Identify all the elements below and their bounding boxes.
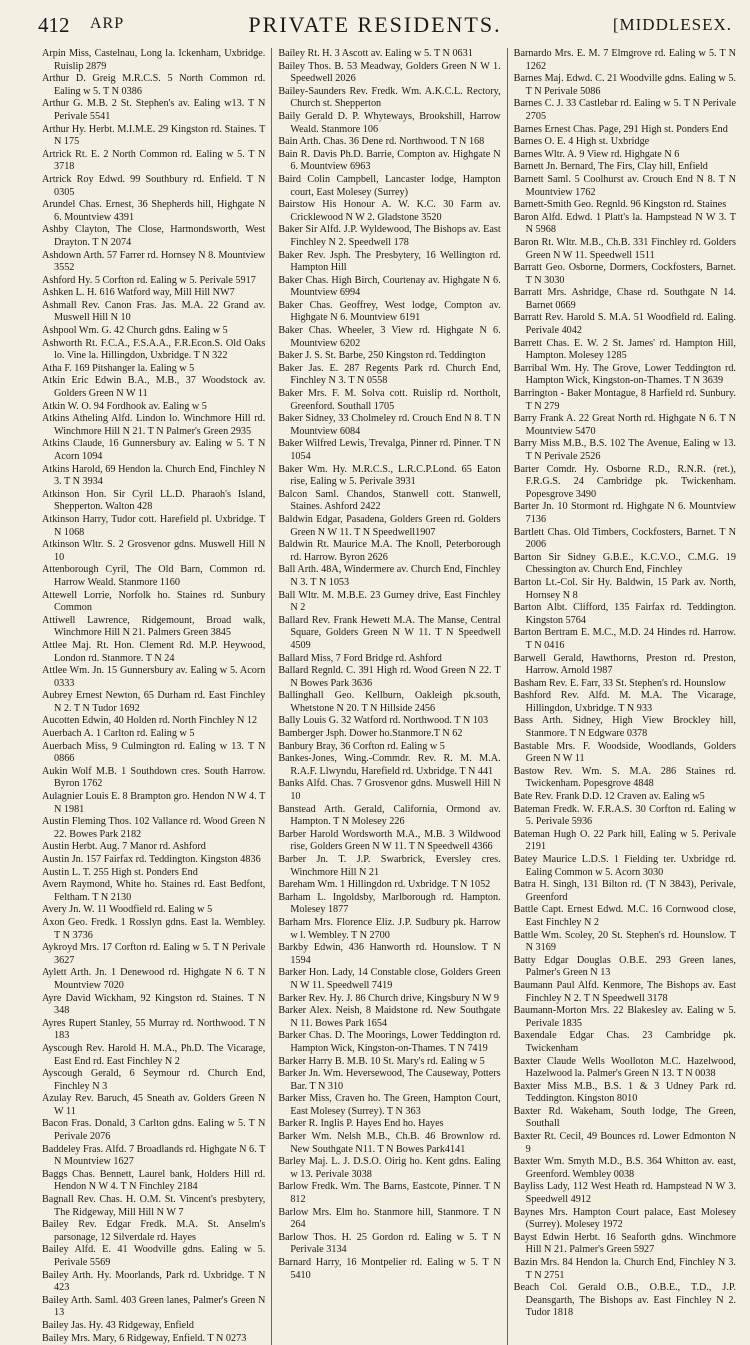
resident-entry: Bastable Mrs. F. Woodside, Woodlands, Golders Green N W 11	[513, 740, 736, 765]
resident-entry: Attiwell Lawrence, Ridgemount, Broad walk, Winchmore Hill N 21. Palmers Green 3845	[42, 614, 266, 639]
resident-entry: Baynes Mrs. Hampton Court palace, East Molesey (Surrey). Molesey 1972	[513, 1206, 736, 1231]
resident-entry: Barry Frank A. 22 Great North rd. Highgate N 6. T N Mountview 5470	[513, 413, 736, 437]
resident-entry: Barker R. Inglis P. Hayes End ho. Hayes	[278, 1118, 444, 1130]
resident-entry: Ball Arth. 48A, Windermere av. Church End, Finchley N 3. T N 1053	[278, 564, 501, 588]
resident-entry: Barton Bertram E. M.C., M.D. 24 Hindes rd. Harrow. T N 0416	[513, 627, 736, 651]
resident-entry: Barker Miss, Craven ho. The Green, Hampton Court, East Molesey (Surrey). T N 363	[278, 1093, 501, 1117]
resident-entry: Batra H. Singh, 131 Bilton rd. (T N 3843), Perivale, Greenford	[513, 879, 736, 903]
resident-entry: Bacon Fras. Donald, 3 Carlton gdns. Ealing w 5. T N Perivale 2076	[42, 1118, 266, 1143]
resident-entry: Aykroyd Mrs. 17 Corfton rd. Ealing w 5. T N Perivale 3627	[42, 942, 266, 966]
resident-entry: Batey Maurice L.D.S. 1 Fielding ter. Uxbridge rd. Ealing Common w 5. Acorn 3030	[513, 854, 736, 878]
resident-entry: Atkin Eric Edwin B.A., M.B., 37 Woodstock av. Golders Green N W 11	[42, 375, 266, 400]
resident-entry: Barratt Mrs. Ashridge, Chase rd. Southgate N 14. Barnet 0669	[513, 287, 736, 311]
resident-entry: Baker Chas. Wheeler, 3 View rd. Highgate N 6. Mountview 6202	[278, 325, 501, 349]
resident-entry: Ayre David Wickham, 92 Kingston rd. Staines. T N 348	[42, 992, 266, 1017]
resident-entry: Aucotten Edwin, 40 Holden rd. North Finchley N 12	[42, 715, 258, 727]
resident-entry: Arpin Miss, Castelnau, Long la. Ickenham, Uxbridge. Ruislip 2879	[42, 48, 266, 72]
resident-entry: Barry Miss M.B., B.S. 102 The Avenue, Ealing w 13. T N Perivale 2526	[513, 438, 736, 462]
resident-entry: Baker Chas. Geoffrey, West lodge, Compton av. Highgate N 6. Mountview 6191	[278, 299, 501, 324]
resident-entry: Bailey Thos. B. 53 Meadway, Golders Green N W 1. Speedwell 2026	[278, 60, 501, 85]
resident-entry: Banks Alfd. Chas. 7 Grosvenor gdns. Muswell Hill N 10	[278, 778, 501, 803]
resident-entry: Bailey Rt. H. 3 Ascott av. Ealing w 5. T N 0631	[278, 48, 473, 59]
resident-entry: Bailey-Saunders Rev. Fredk. Wm. A.K.C.L. Rectory, Church st. Shepperton	[278, 85, 501, 110]
resident-entry: Ballard Rev. Frank Hewett M.A. The Manse, Central Square, Golders Green N W 11. T N Speedwell 4509	[278, 614, 501, 651]
running-head: ARP	[90, 15, 125, 32]
page-number: 412	[38, 13, 70, 37]
resident-entry: Bate Rev. Frank D.D. 12 Craven av. Ealing w5	[513, 791, 705, 803]
resident-entry: Atkins Atheling Alfd. Lindon lo. Winchmore Hill rd. Winchmore Hill N 21. T N Palmer's Green 2935	[42, 413, 266, 437]
resident-entry: Bareham Wm. 1 Hillingdon rd. Uxbridge. T N 1052	[278, 879, 491, 891]
resident-entry: Axon Geo. Fredk. 1 Rosslyn gdns. East la. Wembley. T N 3736	[42, 916, 266, 941]
resident-entry: Barber Harold Wordsworth M.A., M.B. 3 Wildwood rise, Golders Green N W 11. T N Speedwell 4366	[278, 828, 501, 853]
column-1	[36, 48, 271, 1345]
resident-entry: Ballinghall Geo. Kellburn, Oakleigh pk.south, Whetstone N 20. T N Hillside 2456	[278, 690, 501, 714]
resident-entry: Baumann Paul Alfd. Kenmore, The Bishops av. East Finchley N 2. T N Speedwell 3178	[513, 979, 736, 1004]
resident-entry: Ashford Hy. 5 Corfton rd. Ealing w 5. Perivale 5917	[42, 274, 256, 286]
resident-entry: Attlee Wm. Jn. 15 Gunnersbury av. Ealing w 5. Acorn 0333	[42, 665, 266, 689]
resident-entry: Barnes Ernest Chas. Page, 291 High st. Ponders End	[513, 123, 728, 135]
resident-entry: Baxter Rd. Wakeham, South lodge, The Green, Southall	[513, 1105, 736, 1130]
resident-entry: Baumann-Morton Mrs. 22 Blakesley av. Ealing w 5. Perivale 1835	[513, 1005, 736, 1029]
resident-entry: Barwell Gerald, Hawthorns, Preston rd. Preston, Harrow. Arnold 1987	[513, 652, 736, 677]
resident-entry: Barkby Edwin, 436 Hanworth rd. Hounslow. T N 1594	[278, 942, 501, 966]
resident-entry: Barnes Wltr. A. 9 View rd. Highgate N 6	[513, 148, 680, 160]
resident-entry: Arundel Chas. Ernest, 36 Shepherds hill, Highgate N 6. Mountview 4391	[42, 199, 266, 223]
resident-entry: Bartlett Chas. Old Timbers, Cockfosters, Barnet. T N 2006	[513, 526, 736, 551]
resident-entry: Baggs Chas. Bennett, Laurel bank, Holders Hill rd. Hendon N W 4. T N Finchley 2184	[42, 1168, 266, 1193]
resident-entry: Bankes-Jones, Wing.-Commdr. Rev. R. M. M.A. R.A.F. Llwyndu, Harefield rd. Uxbridge. T N 441	[278, 753, 501, 777]
resident-entry: Aubrey Ernest Newton, 65 Durham rd. East Finchley N 2. T N Tudor 1692	[42, 690, 266, 714]
resident-entry: Barter Jn. 10 Stormont rd. Highgate N 6. Mountview 7136	[513, 501, 736, 525]
resident-entry: Austin Jn. 157 Fairfax rd. Teddington. Kingston 4836	[42, 854, 261, 865]
resident-entry: Bastow Rev. Wm. S. M.A. 286 Staines rd. Twickenham. Popesgrove 4848	[513, 765, 736, 790]
resident-entry: Baldwin Rt. Maurice M.A. The Knoll, Peterborough rd. Harrow. Byron 2626	[278, 539, 501, 563]
resident-entry: Auerbach Miss, 9 Culmington rd. Ealing w 13. T N 0866	[42, 740, 266, 765]
resident-entry: Baxter Claude Wells Woolloton M.C. Hazelwood, Hazelwood la. Palmer's Green N 13. T N 0038	[513, 1055, 736, 1080]
resident-entry: Barlow Mrs. Elm ho. Stanmore hill, Stanmore. T N 264	[278, 1206, 501, 1231]
resident-entry: Aulagnier Louis E. 8 Brampton gro. Hendon N W 4. T N 1981	[42, 791, 266, 815]
resident-entry: Bamberger Jsph. Dower ho.Stanmore.T N 62	[278, 728, 463, 740]
page-title: PRIVATE RESIDENTS.	[248, 12, 502, 37]
resident-entry: Baker Chas. High Birch, Courtenay av. Highgate N 6. Mountview 6994	[278, 274, 501, 299]
resident-entry: Basham Rev. E. Farr, 33 St. Stephen's rd. Hounslow	[513, 677, 726, 689]
resident-entry: Bayst Edwin Herbt. 16 Seaforth gdns. Winchmore Hill N 21. Palmer's Green 5927	[513, 1231, 736, 1256]
resident-entry: Barnardo Mrs. E. M. 7 Elmgrove rd. Ealing w 5. T N 1262	[513, 48, 736, 72]
resident-entry: Baker Rev. Jsph. The Presbytery, 16 Wellington rd. Hampton Hill	[278, 249, 501, 274]
resident-entry: Ashken L. H. 616 Watford way, Mill Hill NW7	[42, 287, 235, 299]
resident-entry: Baron Rt. Wltr. M.B., Ch.B. 331 Finchley rd. Golders Green N W 11. Speedwell 1511	[513, 236, 736, 261]
resident-entry: Barker Wm. Nelsh M.B., Ch.B. 46 Brownlow rd. New Southgate N11. T N Bowes Park4141	[278, 1131, 501, 1155]
resident-entry: Atkin W. O. 94 Fordhook av. Ealing w 5	[42, 400, 207, 412]
resident-entry: Avery Jn. W. 11 Woodfield rd. Ealing w 5	[42, 904, 213, 916]
resident-entry: Ashmall Rev. Canon Fras. Jas. M.A. 22 Grand av. Muswell Hill N 10	[42, 299, 266, 324]
column-3	[507, 48, 742, 1345]
county-label: [MIDDLESEX.	[612, 15, 732, 34]
resident-entry: Baldwin Edgar, Pasadena, Golders Green rd. Golders Green N W 11. T N Speedwell1907	[278, 513, 501, 538]
resident-entry: Attewell Lorrie, Norfolk ho. Staines rd. Sunbury Common	[42, 589, 266, 614]
resident-entry: Ball Wltr. M. M.B.E. 23 Gurney drive, East Finchley N 2	[278, 589, 501, 614]
page-header	[0, 0, 750, 44]
resident-entry: Barker Harry B. M.B. 10 St. Mary's rd. Ealing w 5	[278, 1055, 485, 1067]
resident-entry: Barker Hon. Lady, 14 Constable close, Golders Green N W 11. Speedwell 7419	[278, 967, 501, 991]
resident-entry: Barnett-Smith Geo. Regnld. 96 Kingston rd. Staines	[513, 199, 727, 211]
resident-entry: Barter Comdr. Hy. Osborne R.D., R.N.R. (ret.), F.R.G.S. 24 Cambridge pk. Twickenham. Popesgrove 3490	[513, 463, 736, 500]
resident-entry: Baxter Miss M.B., B.S. 1 & 3 Udney Park rd. Teddington. Kingston 8010	[513, 1080, 736, 1105]
resident-entry: Ballard Regnld. C. 391 High rd. Wood Green N 22. T N Bowes Park 3636	[278, 665, 501, 689]
resident-entry: Baker Wm. Hy. M.R.C.S., L.R.C.P.Lond. 65 Eaton rise, Ealing w 5. Perivale 3931	[278, 463, 501, 488]
resident-entry: Attenborough Cyril, The Old Barn, Common rd. Harrow Weald. Stanmore 1160	[42, 564, 266, 588]
resident-entry: Barratt Rev. Harold S. M.A. 51 Woodfield rd. Ealing. Perivale 4042	[513, 312, 736, 337]
resident-entry: Banstead Arth. Gerald, California, Ormond av. Hampton. T N Molesey 226	[278, 803, 501, 828]
resident-entry: Barker Jn. Wm. Heversewood, The Causeway, Potters Bar. T N 310	[278, 1068, 501, 1092]
resident-entry: Barnes Maj. Edwd. C. 21 Woodville gdns. Ealing w 5. T N Perivale 5086	[513, 73, 736, 97]
resident-entry: Aukin Wolf M.B. 1 Southdown cres. South Harrow. Byron 1762	[42, 765, 266, 790]
resident-entry: Atha F. 169 Pitshanger la. Ealing w 5	[42, 362, 195, 374]
resident-entry: Barribal Wm. Hy. The Grove, Lower Teddington rd. Hampton Wick, Kingston-on-Thames. T N 3639	[513, 362, 736, 387]
resident-entry: Aylett Arth. Jn. 1 Denewood rd. Highgate N 6. T N Mountview 7020	[42, 967, 266, 991]
resident-entry: Barton Albt. Clifford, 135 Fairfax rd. Teddington. Kingston 5764	[513, 602, 736, 626]
resident-entry: Barnard Harry, 16 Montpelier rd. Ealing w 5. T N 5410	[278, 1257, 501, 1281]
resident-entry: Battle Wm. Scoley, 20 St. Stephen's rd. Hounslow. T N 3169	[513, 929, 736, 954]
resident-entry: Baxter Rt. Cecil, 49 Bounces rd. Lower Edmonton N 9	[513, 1131, 736, 1155]
resident-entry: Bain Arth. Chas. 36 Dene rd. Northwood. T N 168	[278, 136, 485, 148]
resident-entry: Austin L. T. 255 High st. Ponders End	[42, 866, 198, 878]
resident-entry: Banbury Bray, 36 Corfton rd. Ealing w 5	[278, 740, 445, 752]
resident-entry: Baker Jas. E. 287 Regents Park rd. Church End, Finchley N 3. T N 0558	[278, 362, 501, 387]
resident-entry: Atkinson Harry, Tudor cott. Harefield pl. Uxbridge. T N 1068	[42, 513, 266, 538]
resident-entry: Ashworth Rt. F.C.A., F.S.A.A., F.R.Econ.S. Old Oaks lo. Vine la. Hillingdon, Uxbridge. T N 322	[42, 337, 266, 362]
resident-entry: Baily Gerald D. P. Whyteways, Brookshill, Harrow Weald. Stanmore 106	[278, 110, 501, 135]
resident-entry: Bateman Hugh O. 22 Park hill, Ealing w 5. Perivale 2191	[513, 828, 736, 853]
resident-entry: Barker Rev. Hy. J. 86 Church drive, Kingsbury N W 9	[278, 992, 500, 1004]
resident-entry: Avern Raymond, White ho. Staines rd. East Bedfont, Feltham. T N 2130	[42, 879, 266, 903]
resident-entry: Bashford Rev. Alfd. M. M.A. The Vicarage, Hillingdon, Uxbridge. T N 933	[513, 690, 736, 714]
resident-entry: Baker Mrs. F. M. Solva cott. Ruislip rd. Northolt, Greenford. Southall 1705	[278, 388, 501, 412]
resident-entry: Bagnall Rev. Chas. H. O.M. St. Vincent's presbytery, The Ridgeway, Mill Hill N W 7	[42, 1194, 266, 1218]
resident-entry: Barrington - Baker Montague, 8 Harfield rd. Sunbury. T N 279	[513, 388, 736, 412]
resident-entry: Barham Mrs. Florence Eliz. J.P. Sudbury pk. Harrow w l. Wembley. T N 2700	[278, 916, 501, 941]
resident-entry: Bailey Mrs. Mary, 6 Ridgeway, Enfield. T N 0273	[42, 1332, 247, 1344]
resident-entry: Bateman Fredk. W. F.R.A.S. 30 Corfton rd. Ealing w 5. Perivale 5936	[513, 803, 736, 828]
resident-entry: Baker Sir Alfd. J.P. Wyldewood, The Bishops av. East Finchley N 2. Speedwell 178	[278, 224, 501, 248]
resident-entry: Ashby Clayton, The Close, Harmondsworth, West Drayton. T N 2074	[42, 224, 266, 248]
resident-entry: Barnett Saml. 5 Coolhurst av. Crouch End N 8. T N Mountview 1762	[513, 173, 736, 198]
resident-entry: Barnes C. J. 33 Castlebar rd. Ealing w 5. T N Perivale 2705	[513, 98, 736, 122]
resident-entry: Bain R. Davis Ph.D. Barrie, Compton av. Highgate N 6. Mountview 6963	[278, 148, 501, 173]
resident-entry: Ayscough Rev. Harold H. M.A., Ph.D. The Vicarage, East End rd. East Finchley N 2	[42, 1042, 266, 1067]
column-2	[271, 48, 506, 1345]
resident-entry: Arthur Hy. Herbt. M.I.M.E. 29 Kingston rd. Staines. T N 175	[42, 123, 266, 148]
resident-entry: Baker J. S. St. Barbe, 250 Kingston rd. Teddington	[278, 350, 486, 362]
resident-entry: Batty Edgar Douglas O.B.E. 293 Green lanes, Palmer's Green N 13	[513, 954, 736, 979]
resident-entry: Baker Wilfred Lewis, Trevalga, Pinner rd. Pinner. T N 1054	[278, 438, 501, 462]
resident-entry: Barnes O. E. 4 High st. Uxbridge	[513, 136, 650, 148]
resident-entry: Baddeley Fras. Alfd. 7 Broadlands rd. Highgate N 6. T N Mountview 1627	[42, 1143, 266, 1168]
resident-entry: Barnett Jn. Bernard, The Firs, Clay hill, Enfield	[513, 161, 708, 173]
resident-entry: Barton Sir Sidney G.B.E., K.C.V.O., C.M.G. 19 Chessington av. Church End, Finchley	[513, 551, 736, 576]
resident-entry: Barham L. Ingoldsby, Marlborough rd. Hampton. Molesey 1877	[278, 891, 501, 916]
resident-entry: Ballard Miss, 7 Ford Bridge rd. Ashford	[278, 652, 442, 664]
entry-columns	[36, 48, 742, 1344]
resident-entry: Ashpool Wm. G. 42 Church gdns. Ealing w 5	[42, 325, 228, 337]
resident-entry: Bazin Mrs. 84 Hendon la. Church End, Finchley N 3. T N 2751	[513, 1257, 736, 1281]
resident-entry: Bailey Jas. Hy. 43 Ridgeway, Enfield	[42, 1319, 195, 1331]
resident-entry: Bally Louis G. 32 Watford rd. Northwood. T N 103	[278, 715, 489, 727]
resident-entry: Barker Alex. Neish, 8 Maidstone rd. New Southgate N 11. Bowes Park 1654	[278, 1005, 501, 1029]
resident-entry: Atkins Harold, 69 Hendon la. Church End, Finchley N 3. T N 3934	[42, 463, 266, 488]
resident-entry: Baird Colin Campbell, Lancaster lodge, Hampton court, East Molesey (Surrey)	[278, 173, 501, 198]
resident-entry: Barber Jn. T. J.P. Swarbrick, Eversley cres. Winchmore Hill N 21	[278, 854, 501, 878]
resident-entry: Bairstow His Honour A. W. K.C. 30 Farm av. Cricklewood N W 2. Gladstone 3520	[278, 199, 501, 223]
resident-entry: Baker Sidney, 33 Cholmeley rd. Crouch End N 8. T N Mountview 6084	[278, 413, 501, 437]
resident-entry: Austin Herbt. Aug. 7 Manor rd. Ashford	[42, 841, 206, 853]
resident-entry: Artrick Rt. E. 2 North Common rd. Ealing w 5. T N 3718	[42, 148, 266, 173]
resident-entry: Bayliss Lady, 112 West Heath rd. Hampstead N W 3. Speedwell 4912	[513, 1181, 736, 1206]
resident-entry: Atkins Claude, 16 Gunnersbury av. Ealing w 5. T N Acorn 1094	[42, 438, 266, 462]
resident-entry: Baxter Wm. Smyth M.D., B.S. 364 Whitton av. east, Greenford. Wembley 0038	[513, 1156, 736, 1180]
resident-entry: Baron Alfd. Edwd. 1 Platt's la. Hampstead N W 3. T N 5968	[513, 211, 736, 236]
resident-entry: Ayres Rupert Stanley, 55 Murray rd. Northwood. T N 183	[42, 1017, 266, 1042]
resident-entry: Azulay Rev. Baruch, 45 Sneath av. Golders Green N W 11	[42, 1093, 266, 1117]
resident-entry: Bailey Arth. Saml. 403 Green lanes, Palmer's Green N 13	[42, 1294, 266, 1319]
resident-entry: Baxendale Edgar Chas. 23 Cambridge pk. Twickenham	[513, 1030, 736, 1054]
resident-entry: Battle Capt. Ernest Edwd. M.C. 16 Cornwood close, East Finchley N 2	[513, 904, 736, 928]
resident-entry: Barton Lt.-Col. Sir Hy. Baldwin, 15 Park av. North, Hornsey N 8	[513, 576, 736, 601]
resident-entry: Auerbach A. 1 Carlton rd. Ealing w 5	[42, 728, 195, 740]
resident-entry: Attlee Maj. Rt. Hon. Clement Rd. M.P. Heywood, London rd. Stanmore. T N 24	[42, 639, 266, 664]
resident-entry: Bailey Alfd. E. 41 Woodville gdns. Ealing w 5. Perivale 5569	[42, 1244, 266, 1268]
resident-entry: Arthur G. M.B. 2 St. Stephen's av. Ealing w13. T N Perivale 5541	[42, 98, 266, 122]
resident-entry: Austin Fleming Thos. 102 Vallance rd. Wood Green N 22. Bowes Park 2182	[42, 816, 266, 840]
resident-entry: Barley Maj. L. J. D.S.O. Oirig ho. Kent gdns. Ealing w 13. Perivale 3038	[278, 1156, 501, 1180]
resident-entry: Beach Col. Gerald O.B., O.B.E., T.D., J.P. Deansgarth, The Bishops av. East Finchley N 2. Tudor 1818	[513, 1282, 736, 1319]
resident-entry: Ayscough Gerald, 6 Seymour rd. Church End, Finchley N 3	[42, 1068, 266, 1092]
resident-entry: Barlow Fredk. Wm. The Barns, Eastcote, Pinner. T N 812	[278, 1181, 501, 1206]
resident-entry: Ashdown Arth. 57 Farrer rd. Hornsey N 8. Mountview 3552	[42, 249, 266, 274]
resident-entry: Balcon Saml. Chandos, Stanwell cott. Stanwell, Staines. Ashford 2422	[278, 488, 501, 513]
resident-entry: Barrett Chas. E. W. 2 St. James' rd. Hampton Hill, Hampton. Molesey 1285	[513, 337, 736, 362]
resident-entry: Barratt Geo. Osborne, Dormers, Cockfosters, Barnet. T N 3030	[513, 262, 736, 286]
resident-entry: Barlow Thos. H. 25 Gordon rd. Ealing w 5. T N Perivale 3134	[278, 1231, 501, 1256]
resident-entry: Arthur D. Greig M.R.C.S. 5 North Common rd. Ealing w 5. T N 0386	[42, 73, 266, 97]
resident-entry: Barker Chas. D. The Moorings, Lower Teddington rd. Hampton Wick, Kingston-on-Thames. T N 7419	[278, 1030, 501, 1054]
resident-entry: Bass Arth. Sidney, High View Brockley hill, Stanmore. T N Edgware 0378	[513, 715, 736, 740]
resident-entry: Artrick Roy Edwd. 99 Southbury rd. Enfield. T N 0305	[42, 173, 266, 198]
resident-entry: Bailey Arth. Hy. Moorlands, Park rd. Uxbridge. T N 423	[42, 1269, 266, 1294]
resident-entry: Atkinson Hon. Sir Cyril LL.D. Pharaoh's Island, Shepperton. Walton 428	[42, 488, 266, 513]
resident-entry: Bailey Rev. Edgar Fredk. M.A. St. Anselm's parsonage, 12 Silverdale rd. Hayes	[42, 1219, 266, 1243]
resident-entry: Atkinson Wltr. S. 2 Grosvenor gdns. Muswell Hill N 10	[42, 539, 266, 563]
